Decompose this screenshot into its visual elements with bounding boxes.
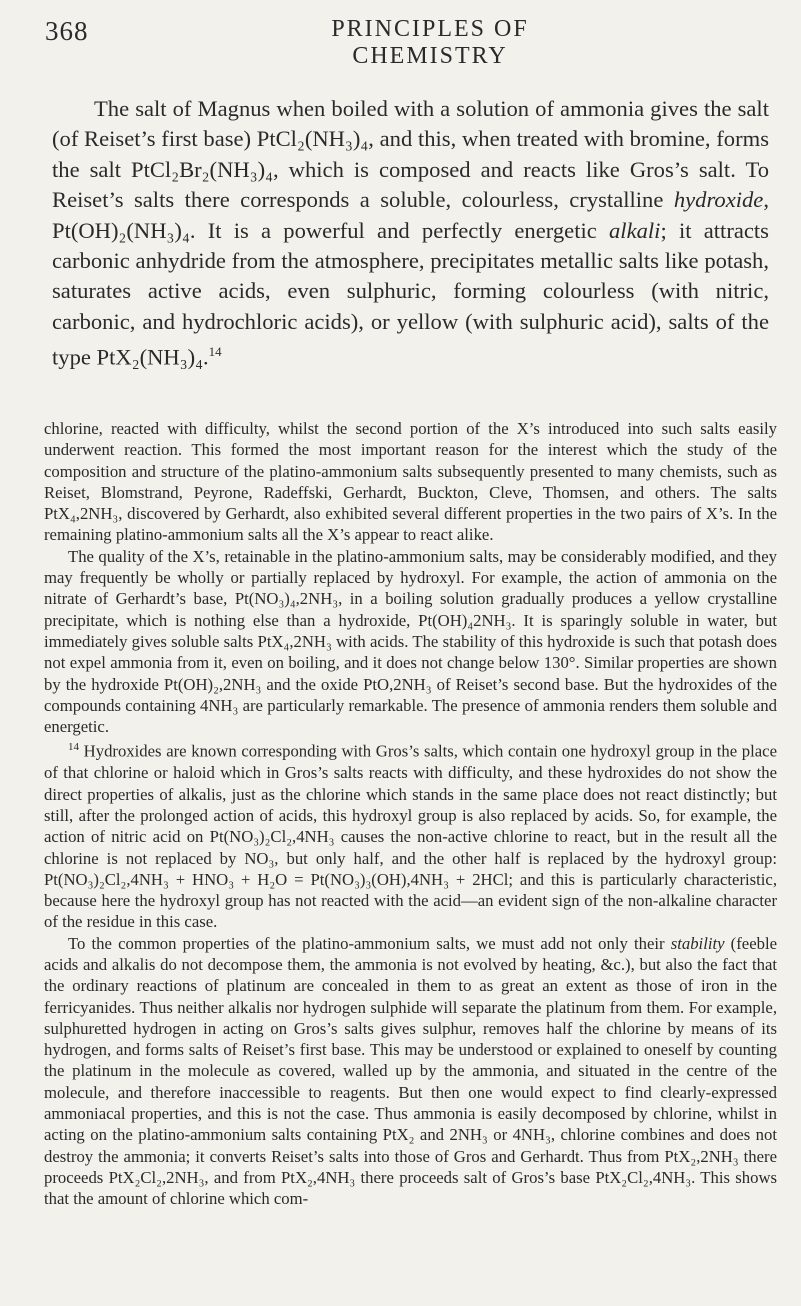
footnote-paragraph-2: The quality of the X’s, retainable in the platino-ammonium salts, may be considerably modified, and they may frequently be wholly or partially replaced by hydroxyl. For example, the action of ammonia on the nitrate of Gerhardt’s base, Pt(NO₃)₄,2NH₃, in a boiling solution gradually produces a yellow crystalline precipitate, which is nothing else than a hydroxide, Pt(OH)₄2NH₃. It is sparingly soluble in water, but immediately gives soluble salts PtX₄,2NH₃ with acids. The stability of this hydroxide is such that potash does not expel ammonia from it, even on boiling, and it does not change below 130°. Similar properties are shown by the hydroxide Pt(OH)₂,2NH₃ and the oxide PtO,2NH₃ of Reiset’s second base. But the hydroxides of the compounds containing 4NH₃ are particularly remarkable. The presence of ammonia renders them soluble and energetic.: [44, 546, 777, 737]
footnote-14-text: Hydroxides are known corresponding with Gros’s salts, which contain one hydroxyl group in the place of that chlorine or haloid which in Gros’s salts reacts with difficulty, and these hydroxides do not show the direct properties of alkalis, just as the chlorine which stands in the same place does not react distinctly; but still, after the prolonged action of acids, this hydroxyl group is also replaced by acids. So, for example, the action of nitric acid on Pt(NO₃)₂Cl₂,4NH₃ causes the non-active chlorine to react, but in the result all the chlorine is not replaced by NO₃, but only half, and the other half is replaced by the hydroxyl group: Pt(NO₃)₂Cl₂,4NH₃ + HNO₃ + H₂O = Pt(NO₃)₃(OH),4NH₃ + 2HCl; and this is particularly characteristic, because here the hydroxyl group has not reacted with the acid—an evident sign of the non-alkaline character of the residue in this case.: [44, 742, 777, 932]
footnote-paragraph-4: [44, 933, 777, 1210]
page-header: [0, 16, 801, 69]
footnote-continuation: chlorine, reacted with difficulty, whilst the second portion of the X’s introduced into such salts easily underwent reaction. This formed the most important reason for the interest which the study of the composition and structure of the platino-ammonium salts subsequently presented to many chemists, such as Reiset, Blomstrand, Peyrone, Radeffski, Gerhardt, Buckton, Cleve, Thomsen, and others. The salts PtX₄,2NH₃, discovered by Gerhardt, also exhibited several different properties in the two pairs of X’s. In the remaining platino-ammonium salts all the X’s appear to react alike.: [44, 419, 777, 545]
footnote-reference: 14: [208, 344, 222, 360]
main-text: [52, 94, 769, 373]
footnote-4-part-2: (feeble acids and alkalis do not decompose them, the ammonia is not evolved by heating, &c.), but also the fact that the ordinary reactions of platinum are concealed in them to as great an extent as those of iron in the ferricyanides. Thus neither alkalis nor hydrogen sulphide will separate the platinum from them. For example, sulphuretted hydrogen in acting on Gros’s salts gives sulphur, removes half the chlorine by means of its hydrogen, and forms salts of Reiset’s first base. This may be understood or explained to oneself by counting the platinum in the molecule as covered, walled up by the ammonia, and situated in the centre of the molecule, and therefore inaccessible to reagents. But then one would expect to find clearly-expressed ammoniacal properties, and this is not the case. Thus ammonia is easily decomposed by chlorine, whilst in acting on the platino-ammonium salts containing PtX₂ and 2NH₃ or 4NH₃, chlorine combines and does not destroy the ammonia; it converts Reiset’s salts into those of Gros and Gerhardt. Thus from PtX₂,2NH₃ there proceeds PtX₂Cl₂,2NH₃, and from PtX₂,4NH₃ there proceeds salt of Gros’s base PtX₂Cl₂,4NH₃. This shows that the amount of chlorine which com-: [44, 933, 777, 1209]
footnote-14: [44, 737, 777, 932]
main-text-part-2: , Pt(OH)₂(NH₃)₄. It is a powerful and perfectly energetic: [52, 187, 769, 243]
main-paragraph: [52, 94, 769, 373]
main-text-part-3: ; it attracts carbonic anhydride from the atmosphere, precipitates metallic salts like potash, saturates active acids, even sulphuric, forming colourless (with nitric, carbonic, and hydrochloric acids), or yellow (with sulphuric acid), salts of the type PtX₂(NH₃)₄.: [52, 217, 769, 370]
footnote-number: 14: [68, 741, 79, 754]
footnote-4-part-1: To the common properties of the platino-ammonium salts, we must add not only their: [68, 933, 671, 953]
page-number: 368: [45, 16, 89, 46]
footnote-emphasis-stability: stability: [670, 933, 725, 953]
running-title: PRINCIPLES OF CHEMISTRY: [331, 16, 529, 69]
main-emphasis-hydroxide: hydroxide: [673, 187, 764, 213]
footnotes: [44, 418, 777, 1210]
main-text-part-1: The salt of Magnus when boiled with a solution of ammonia gives the salt (of Reiset’s first base) PtCl₂(NH₃)₄, and this, when treated with bromine, forms the salt PtCl₂Br₂(NH₃)₄, which is composed and reacts like Gros’s salt. To Reiset’s salts there corresponds a soluble, colourless, crystalline: [52, 96, 769, 213]
main-emphasis-alkali: alkali: [609, 217, 661, 243]
